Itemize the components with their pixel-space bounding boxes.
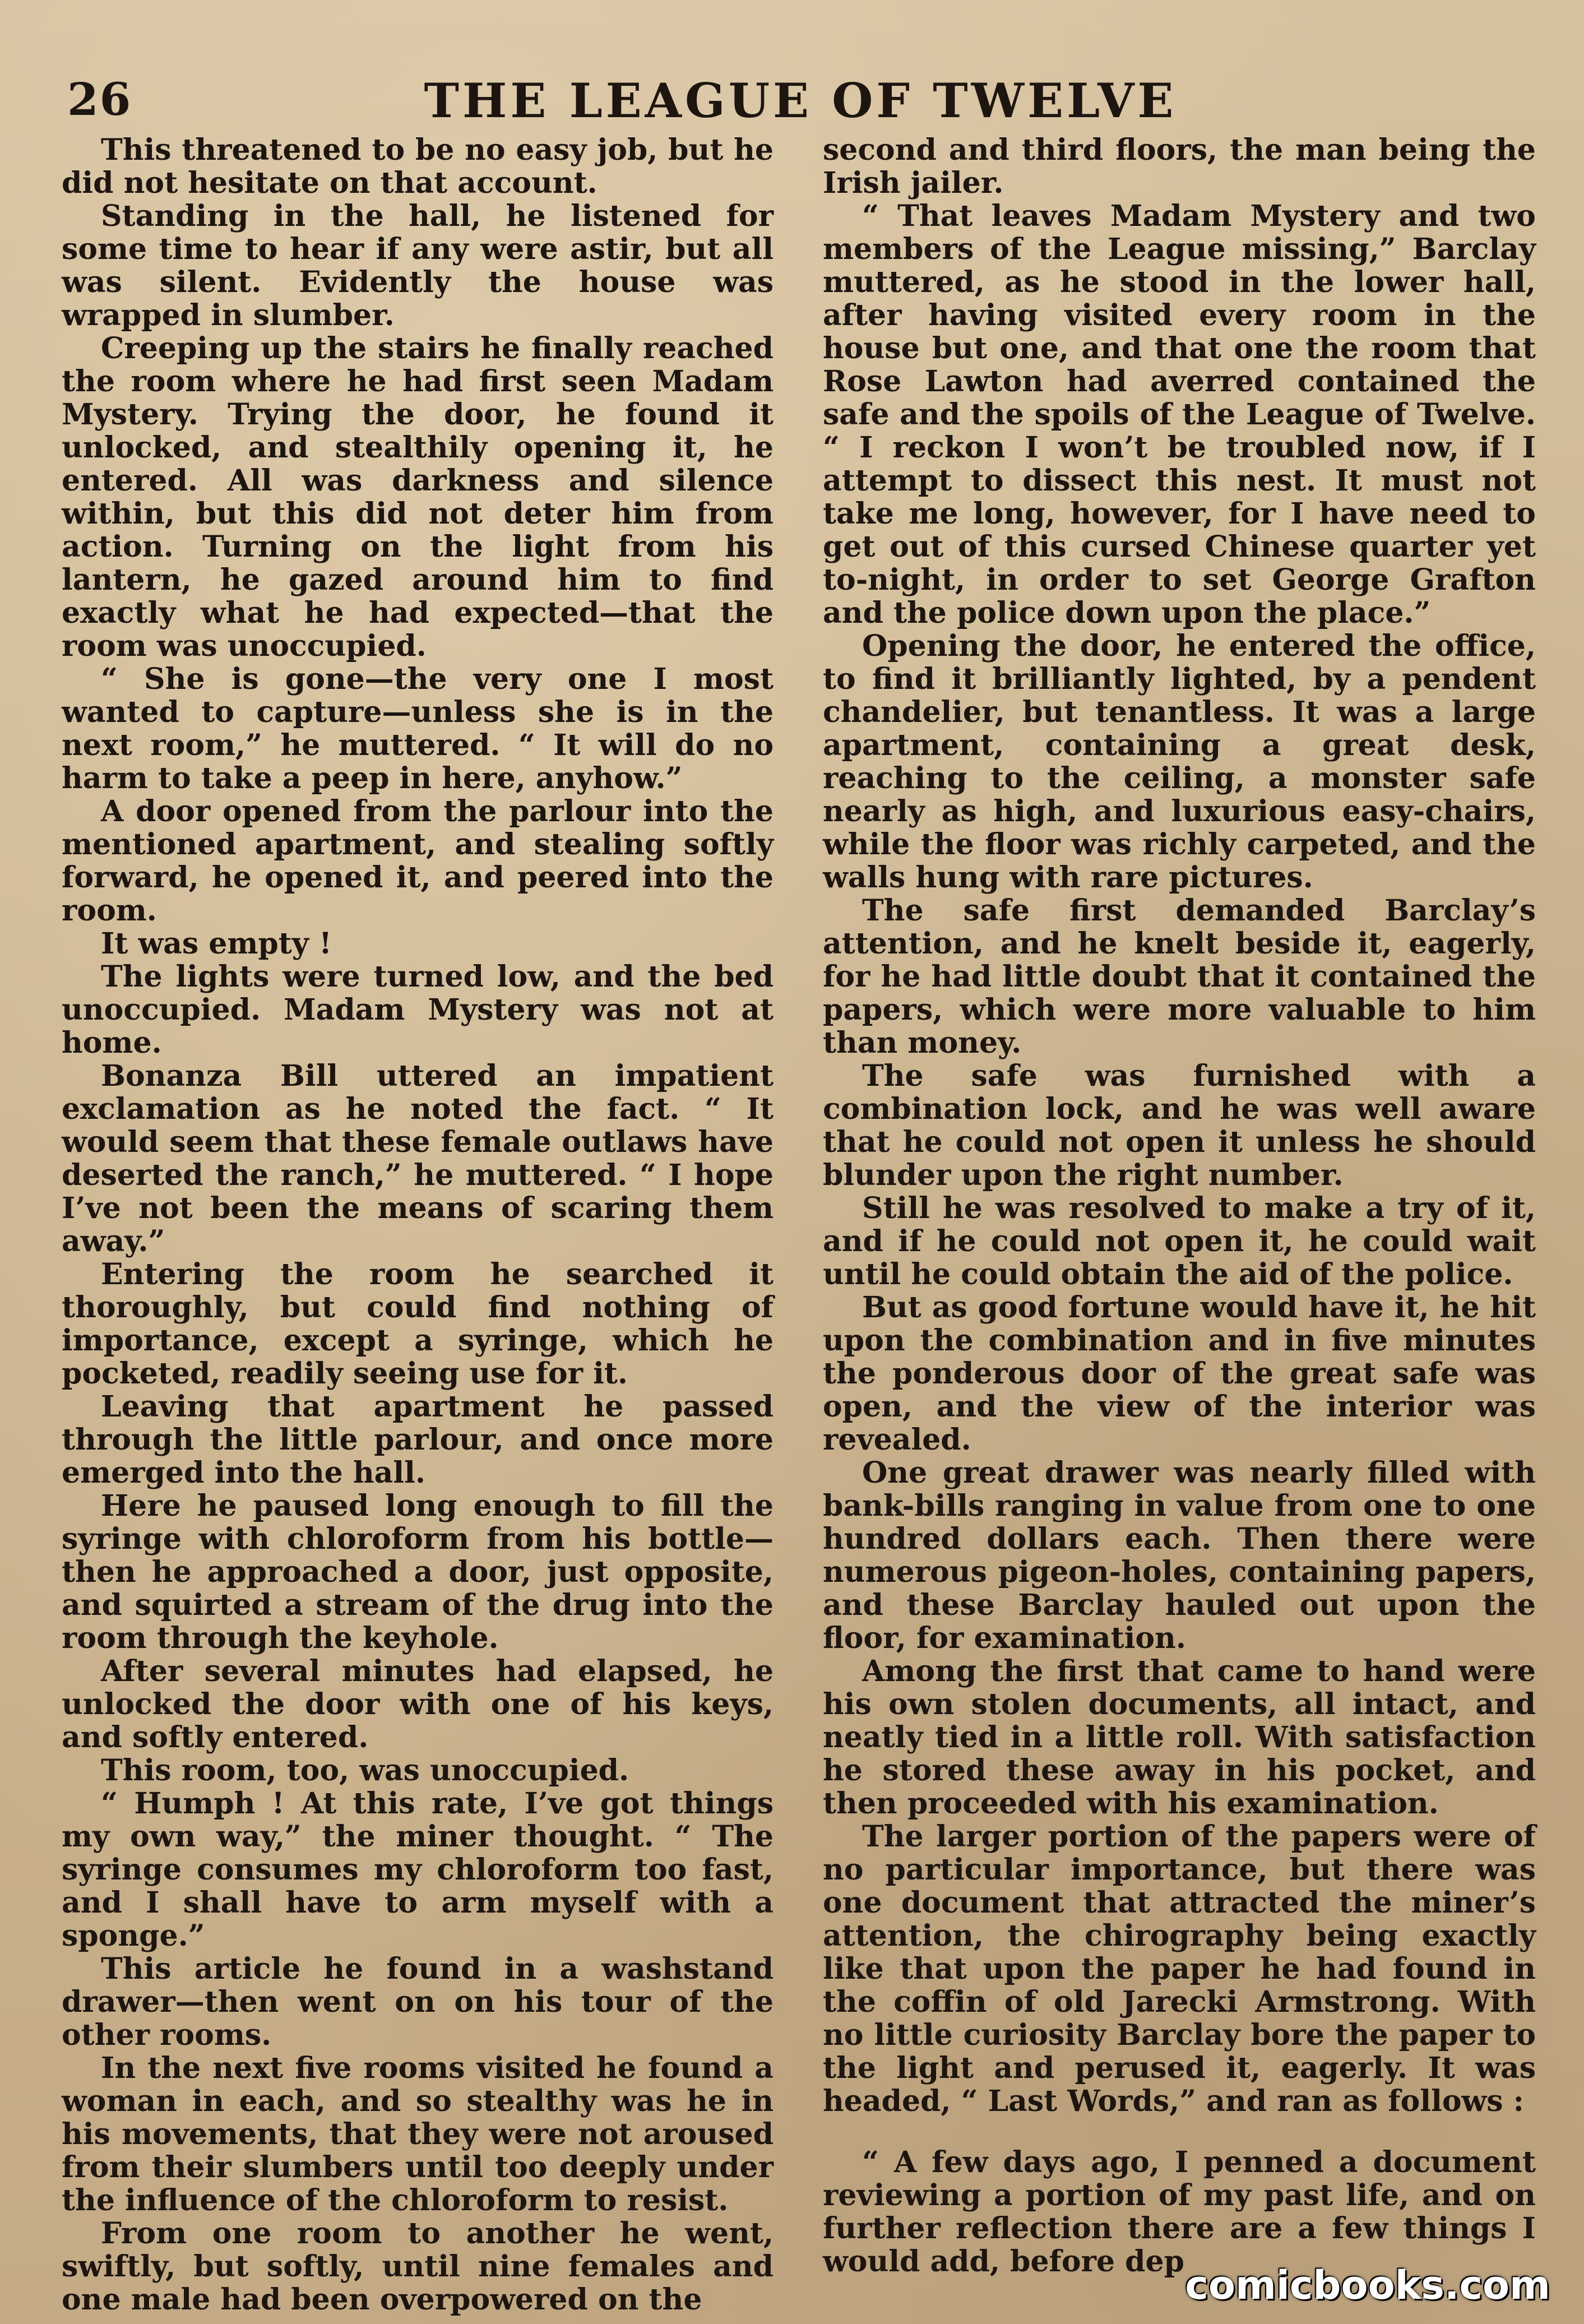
paragraph: After several minutes had elapsed, he unlocked the door with one of his keys, and softly entered.	[62, 1654, 774, 1754]
paragraph: One great drawer was nearly filled with bank-bills ranging in value from one to one hundred dollars each. Then there were numerous pigeon-holes, containing papers, and these Barclay hauled out upon the floor, for examination.	[823, 1456, 1536, 1655]
paragraph: This article he found in a washstand drawer—then went on on his tour of the other rooms.	[62, 1952, 774, 2052]
paragraph: The larger portion of the papers were of no particular importance, but there was one document that attracted the miner’s attention, the chirography being exactly like that upon the paper he had found in the coffin of old Jarecki Armstrong. With no little curiosity Barclay bore the paper to the light and perused it, eagerly. It was headed, “ Last Words,” and ran as follows :	[823, 1820, 1536, 2118]
paragraph: Opening the door, he entered the office, to find it brilliantly lighted, by a pendent chandelier, but tenantless. It was a large apartment, containing a great desk, reaching to the ceiling, a monster safe nearly as high, and luxurious easy-chairs, while the floor was richly carpeted, and the walls hung with rare pictures.	[823, 629, 1536, 895]
paragraph: Creeping up the stairs he finally reached the room where he had first seen Madam Mystery. Trying the door, he found it unlocked, and stealthily opening it, he entered. All was darkness and silence within, but this did not deter him from action. Turning on the light from his lantern, he gazed around him to find exactly what he had expected—that the room was unoccupied.	[62, 331, 774, 663]
paragraph: This room, too, was unoccupied.	[101, 1753, 629, 1788]
paragraph: From one room to another he went, swiftly, but softly, until nine females and one male had been overpowered on the	[62, 2216, 774, 2317]
paragraph: This threatened to be no easy job, but he did not hesitate on that account.	[62, 133, 774, 200]
paragraph: The safe first demanded Barclay’s attention, and he knelt beside it, eagerly, for he had little doubt that it contained the papers, which were more valuable to him than money.	[823, 894, 1536, 1060]
paragraph: “ Humph ! At this rate, I’ve got things my own way,” the miner thought. “ The syringe consumes my chloroform too fast, and I shall have to arm myself with a sponge.”	[62, 1786, 774, 1953]
paragraph: “ That leaves Madam Mystery and two members of the League missing,” Barclay muttered, as he stood in the lower hall, after having visited every room in the house but one, and that one the room that Rose Lawton had averred contained the safe and the spoils of the League of Twelve. “ I reckon I won’t be troubled now, if I attempt to dissect this nest. It must not take me long, however, for I have need to get out of this cursed Chinese quarter yet to-night, in order to set George Grafton and the police down upon the place.”	[823, 199, 1536, 630]
paragraph: Bonanza Bill uttered an impatient exclamation as he noted the fact. “ It would seem that these female outlaws have deserted the ranch,” he muttered. “ I hope I’ve not been the means of scaring them away.”	[62, 1059, 774, 1258]
paragraph: Still he was resolved to make a try of it, and if he could not open it, he could wait until he could obtain the aid of the police.	[823, 1191, 1536, 1291]
paragraph: A door opened from the parlour into the mentioned apartment, and stealing softly forward, he opened it, and peered into the room.	[62, 794, 774, 928]
continued-paragraph: second and third floors, the man being the Irish jailer.	[823, 133, 1536, 200]
paragraph: But as good fortune would have it, he hit upon the combination and in five minutes the ponderous door of the great safe was open, and the view of the interior was revealed.	[823, 1290, 1536, 1457]
running-title: THE LEAGUE OF TWELVE	[424, 73, 1177, 128]
right-column	[823, 133, 1536, 2297]
paragraph: “ She is gone—the very one I most wanted to capture—unless she is in the next room,” he muttered. “ It will do no harm to take a peep in here, anyhow.”	[62, 662, 774, 795]
paragraph: It was empty !	[101, 927, 332, 961]
paragraph: In the next five rooms visited he found a woman in each, and so stealthy was he in his movements, that they were not aroused from their slumbers until too deeply under the influence of the chloroform to resist.	[62, 2051, 774, 2217]
left-column	[62, 133, 774, 2317]
paragraph: Here he paused long enough to fill the syringe with chloroform from his bottle—then he approached a door, just opposite, and squirted a stream of the drug into the room through the keyhole.	[62, 1489, 774, 1655]
quoted-document: “ A few days ago, I penned a document reviewing a portion of my past life, and on further reflection there are a few things I would add, before dep	[823, 2145, 1536, 2279]
paragraph: Entering the room he searched it thoroughly, but could find nothing of importance, except a syringe, which he pocketed, readily seeing use for it.	[62, 1257, 774, 1391]
paragraph: The lights were turned low, and the bed unoccupied. Madam Mystery was not at home.	[62, 960, 774, 1060]
paragraph: Among the first that came to hand were his own stolen documents, all intact, and neatly tied in a little roll. With satisfaction he stored these away in his pocket, and then proceeded with his examination.	[823, 1654, 1536, 1821]
paragraph: The safe was furnished with a combination lock, and he was well aware that he could not open it unless he should blunder upon the right number.	[823, 1059, 1536, 1192]
site-watermark: comicbooks.com	[1185, 2262, 1550, 2308]
paragraph: Leaving that apartment he passed through the little parlour, and once more emerged into the hall.	[62, 1390, 774, 1490]
page-number: 26	[67, 73, 132, 126]
paragraph: Standing in the hall, he listened for some time to hear if any were astir, but all was silent. Evidently the house was wrapped in slumber.	[62, 199, 774, 332]
